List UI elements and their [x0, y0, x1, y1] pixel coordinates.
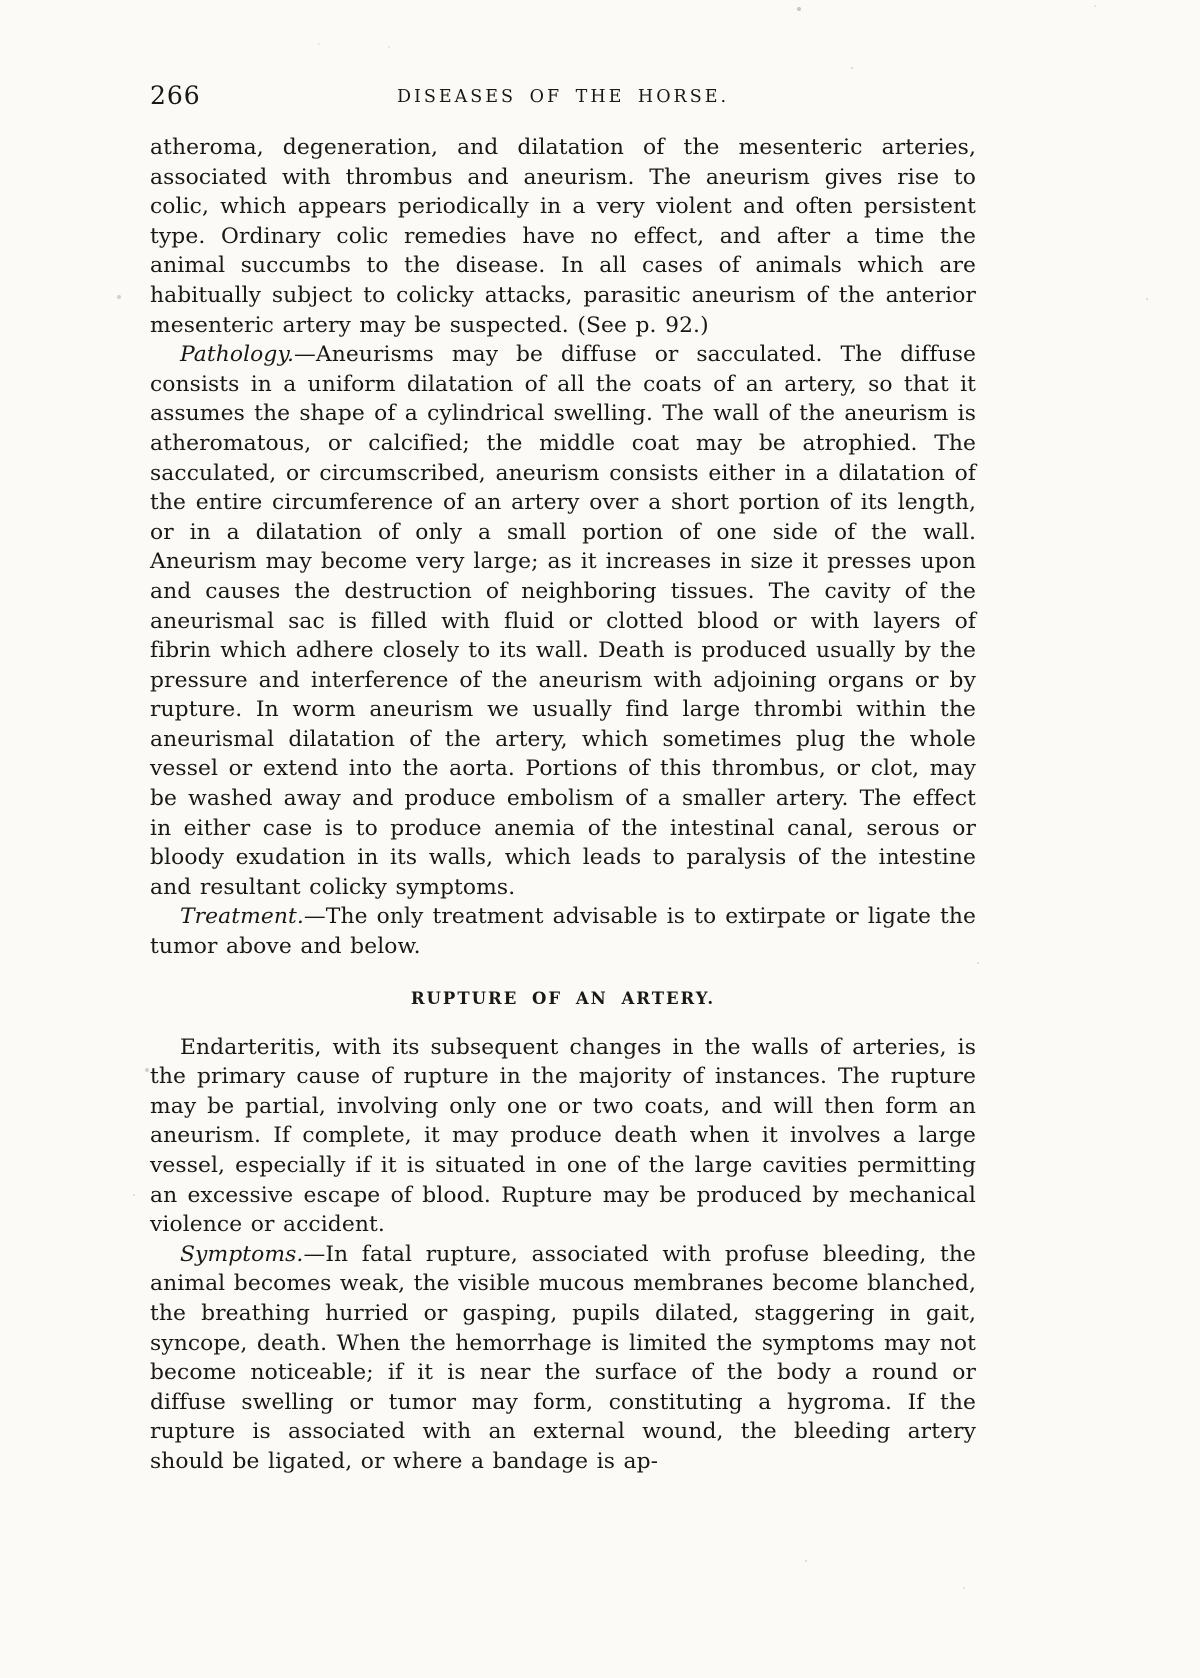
- paragraph-treatment: [150, 902, 976, 961]
- paragraph-continuation: [150, 133, 976, 340]
- page-header: [150, 80, 976, 114]
- paragraph-text: —In fatal rupture, associated with profuse bleeding, the animal becomes weak, the visible mucous membranes become blanched, the breathing hurried or gasping, pupils dilated, staggering in gait, syncope, death. When the hemorrhage is limited the symptoms may not become noticeable; if it is near the surface of the body a round or diffuse swelling or tumor may form, constituting a hygroma. If the rupture is associated with an external wound, the bleeding artery should be ligated, or where a bandage is ap-: [150, 1241, 976, 1474]
- paragraph-symptoms: [150, 1240, 976, 1477]
- paragraph-text: Endarteritis, with its subsequent changes in the walls of arteries, is the primary cause of rupture in the majority of instances. The rupture may be partial, involving only one or two coats, and will then form an aneurism. If complete, it may produce death when it involves a large vessel, especially if it is situated in one of the large cavities permitting an excessive escape of blood. Rupture may be produced by mechanical violence or accident.: [150, 1034, 976, 1238]
- paragraph-lead: Treatment.: [180, 904, 304, 930]
- section-heading: RUPTURE OF AN ARTERY.: [410, 988, 716, 1008]
- text-block: [150, 133, 976, 1477]
- scan-speckles: [0, 0, 2, 2]
- page-number: 266: [150, 81, 201, 110]
- paragraph-text: atheroma, degeneration, and dilatation of the mesenteric arteries, associated with thrombus and aneurism. The aneurism gives rise to colic, which appears periodically in a very violent and often persistent type. Ordinary colic remedies have no effect, and after a time the animal succumbs to the disease. In all cases of animals which are habitually subject to colicky attacks, parasitic aneurism of the anterior mesenteric artery may be suspected. (See p. 92.): [150, 135, 976, 338]
- paragraph-lead: Symptoms.: [180, 1241, 304, 1267]
- running-header: DISEASES OF THE HORSE.: [396, 87, 730, 107]
- paragraph-pathology: [150, 340, 976, 902]
- paragraph-text: —The only treatment advisable is to extirpate or ligate the tumor above and below.: [150, 904, 976, 960]
- paragraph-endarteritis: [150, 1033, 976, 1240]
- paragraph-lead: Pathology.: [180, 342, 294, 368]
- paragraph-text: —Aneurisms may be diffuse or sacculated. The diffuse consists in a uniform dilatation of all the coats of an artery, so that it assumes the shape of a cylindrical swelling. The wall of the aneurism is atheromatous, or calcified; the middle coat may be atrophied. The sacculated, or circumscribed, aneurism consists either in a dilatation of the entire circumference of an artery over a short portion of its length, or in a dilatation of only a small portion of one side of the wall. Aneurism may become very large; as it increases in size it presses upon and causes the destruction of neighboring tissues. The cavity of the aneurismal sac is filled with fluid or clotted blood or with layers of fibrin which adhere closely to its wall. Death is produced usually by the pressure and interference of the aneurism with adjoining organs or by rupture. In worm aneurism we usually find large thrombi within the aneurismal dilatation of the artery, which sometimes plug the whole vessel or extend into the aorta. Portions of this thrombus, or clot, may be washed away and produce embolism of a smaller artery. The effect in either case is to produce anemia of the intestinal canal, serous or bloody exudation in its walls, which leads to paralysis of the intestine and resultant colicky symptoms.: [150, 342, 976, 900]
